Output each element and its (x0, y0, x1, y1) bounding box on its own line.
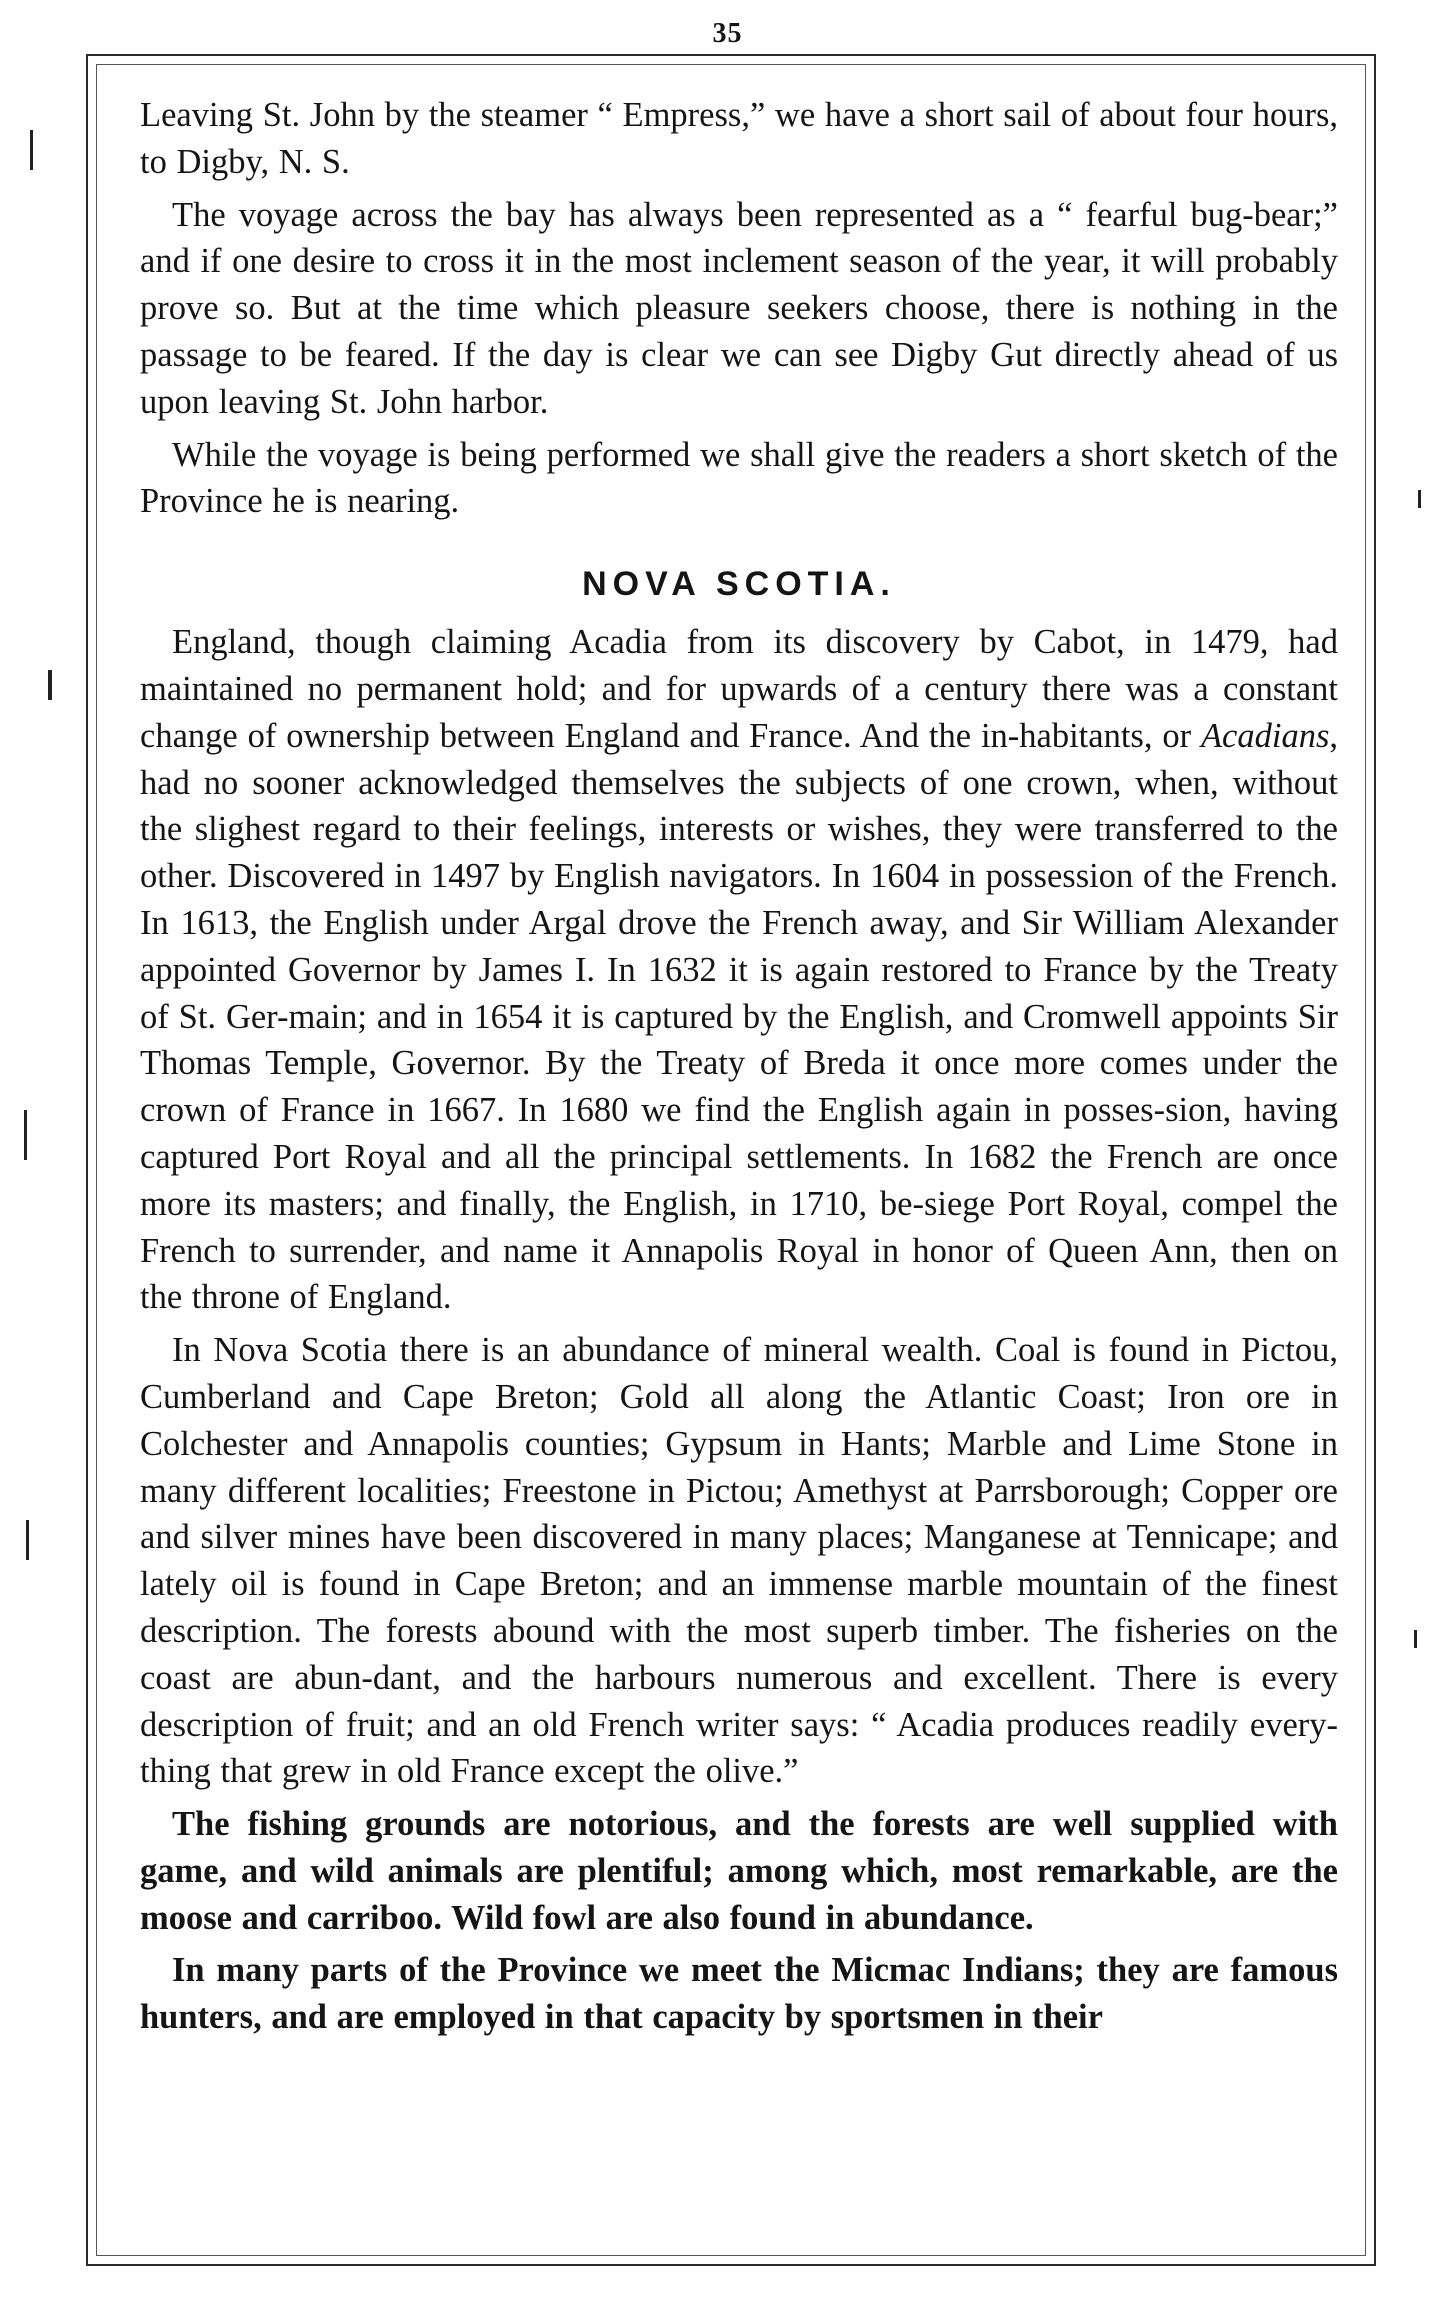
history-text-part1: England, though claiming Acadia from its discovery by Cabot, in 1479, had maintained no permanent hold; and for upwards of a century there was a constant change of ownership between England and France. And the in-habitants, or (140, 623, 1338, 755)
history-text-part2: , had no sooner acknowledged themselves the subjects of one crown, when, without the slighest regard to their feelings, interests or wishes, they were transferred to the other. Discovered in 1497 by English navigators. In 1604 in possession of the French. In 1613, the English under Argal drove the French away, and Sir William Alexander appointed Governor by James I. In 1632 it is again restored to France by the Treaty of St. Ger-main; and in 1654 it is captured by the English, and Cromwell appoints Sir Thomas Temple, Governor. By the Treaty of Breda it once more comes under the crown of France in 1667. In 1680 we find the English again in posses-sion, having captured Port Royal and all the principal settlements. In 1682 the French are once more its masters; and finally, the English, in 1710, be-siege Port Royal, compel the French to surrender, and name it Annapolis Royal in honor of Queen Ann, then on the throne of England. (140, 716, 1338, 1317)
paragraph-voyage: The voyage across the bay has always been represented as a “ fearful bug-bear;” and if one desire to cross it in the most inclement season of the year, it will probably prove so. But at the time which pleasure seekers choose, there is nothing in the passage to be feared. If the day is clear we can see Digby Gut directly ahead of us upon leaving St. John harbor. (140, 195, 1338, 421)
paragraph-game: The fishing grounds are notorious, and the forests are well supplied with game, and wild animals are plentiful; among which, most remarkable, are the moose and carriboo. Wild fowl are also found in abundance. (140, 1805, 1338, 1937)
paragraph-indians: In many parts of the Province we meet the Micmac Indians; they are famous hunters, and are employed in that capacity by sportsmen in their (140, 1951, 1338, 2037)
margin-mark (1418, 490, 1421, 508)
section-heading: NOVA SCOTIA. (582, 565, 896, 604)
paragraph-history (140, 619, 1338, 1321)
margin-mark (24, 1110, 27, 1160)
page-text (140, 92, 1338, 2242)
history-italic-term: Acadians (1200, 716, 1330, 755)
margin-mark (26, 1520, 29, 1560)
paragraph-sketch: While the voyage is being performed we shall give the readers a short sketch of the Province he is nearing. (140, 435, 1338, 521)
paragraph-minerals: In Nova Scotia there is an abundance of mineral wealth. Coal is found in Pictou, Cumberland and Cape Breton; Gold all along the Atlantic Coast; Iron ore in Colchester and Annapolis counties; Gypsum in Hants; Marble and Lime Stone in many different localities; Freestone in Pictou; Amethyst at Parrsborough; Copper ore and silver mines have been discovered in many places; Manganese at Tennicape; and lately oil is found in Cape Breton; and an immense marble mountain of the finest description. The forests abound with the most superb timber. The fisheries on the coast are abun-dant, and the harbours numerous and excellent. There is every description of fruit; and an old French writer says: “ Acadia produces readily every-thing that grew in old France except the olive.” (140, 1331, 1338, 1791)
margin-mark (30, 130, 33, 170)
margin-mark (48, 670, 52, 700)
page-number: 35 (712, 18, 743, 49)
margin-mark (1414, 1630, 1417, 1648)
paragraph-departure: Leaving St. John by the steamer “ Empress,” we have a short sail of about four hours, to Digby, N. S. (140, 96, 1338, 181)
